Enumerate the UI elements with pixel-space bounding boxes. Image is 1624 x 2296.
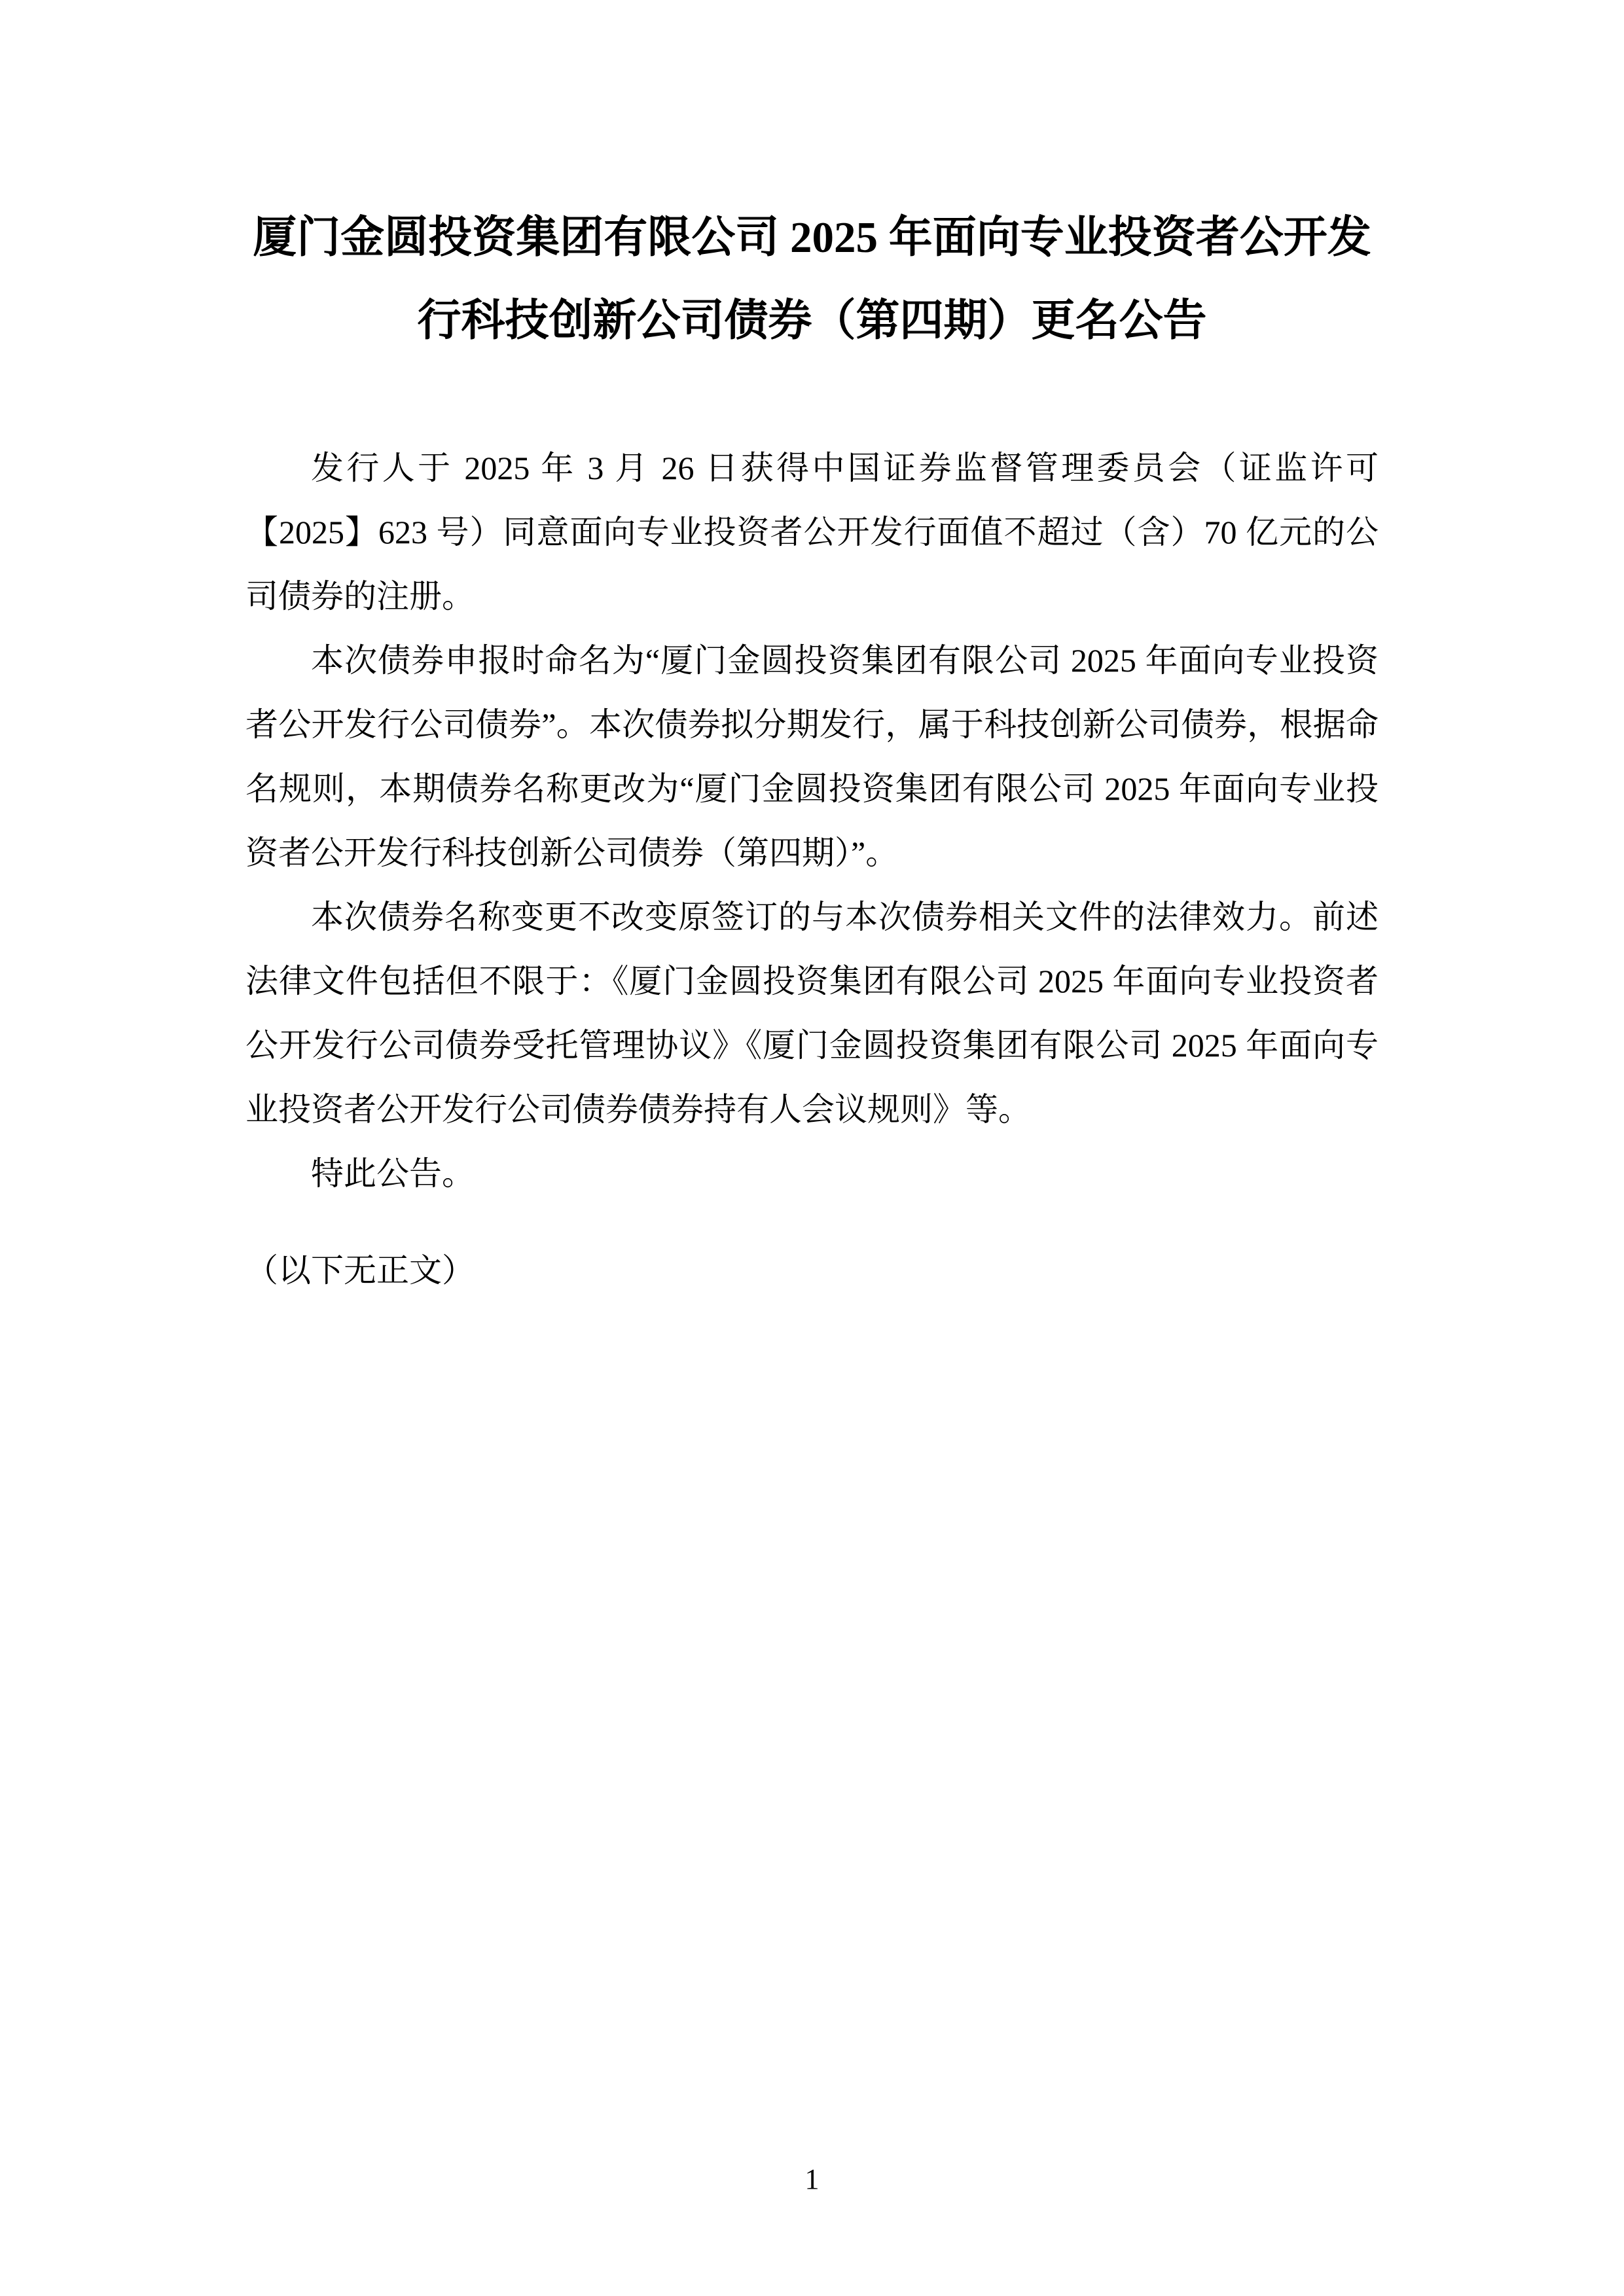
document-body: [245, 436, 1379, 1206]
page-number: 1: [804, 2163, 820, 2195]
document-title: [245, 196, 1379, 363]
closing-note: （以下无正文）: [245, 1252, 475, 1289]
paragraph-name-change: 本次债券申报时命名为“厦门金圆投资集团有限公司 2025 年面向专业投资者公开发行公司债券”。本次债券拟分期发行，属于科技创新公司债券，根据命名规则，本期债券名称更改为“厦门金圆投资集团有限公司 2025 年面向专业投资者公开发行科技创新公司债券（第四期）”。: [245, 642, 1379, 871]
document-title-line-1: 厦门金圆投资集团有限公司 2025 年面向专业投资者公开发: [253, 213, 1371, 262]
paragraph-legal-effect: 本次债券名称变更不改变原签订的与本次债券相关文件的法律效力。前述法律文件包括但不限于：《厦门金圆投资集团有限公司 2025 年面向专业投资者公开发行公司债券受托管理协议》《厦门金圆投资集团有限公司 2025 年面向专业投资者公开发行公司债券债券持有人会议规则》等。: [245, 899, 1379, 1128]
document-title-line-2: 行科技创新公司债券（第四期）更名公告: [417, 296, 1207, 345]
document-content: [245, 196, 1379, 1302]
paragraph-registration-approval: 发行人于 2025 年 3 月 26 日获得中国证券监督管理委员会（证监许可【2025】623 号）同意面向专业投资者公开发行面值不超过（含）70 亿元的公司债券的注册。: [245, 450, 1379, 615]
paragraph-announcement-statement: 特此公告。: [311, 1155, 475, 1192]
